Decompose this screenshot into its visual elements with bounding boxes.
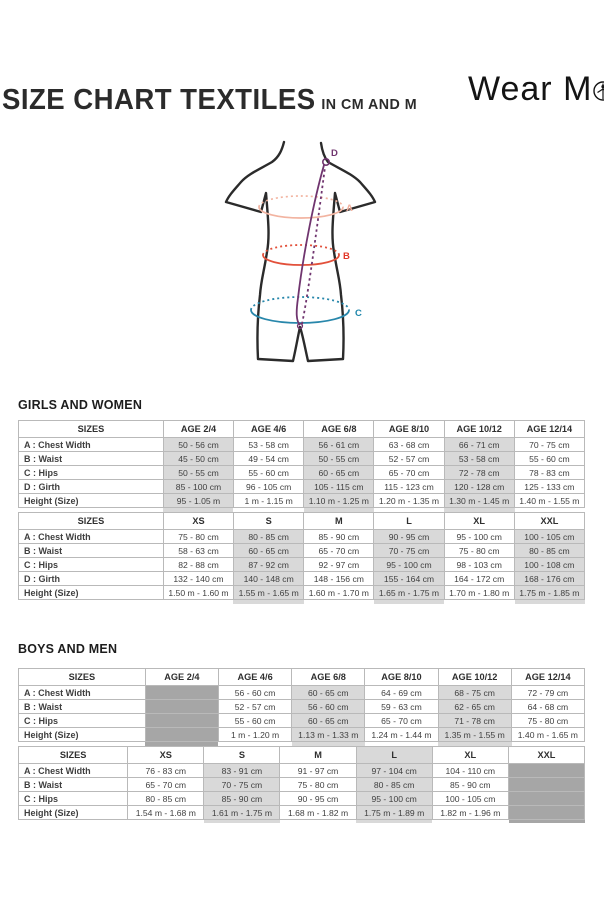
column-header: XS: [128, 747, 204, 764]
size-value-cell: 64 - 69 cm: [365, 686, 438, 700]
column-header: AGE 4/6: [234, 421, 304, 438]
size-value-cell: 59 - 63 cm: [365, 700, 438, 714]
size-table: [18, 420, 585, 508]
section-heading-girls-and-women: GIRLS AND WOMEN: [18, 398, 143, 412]
size-value-cell: 52 - 57 cm: [218, 700, 291, 714]
size-value-cell: [508, 806, 584, 820]
size-value-cell: 1.75 m - 1.89 m: [356, 806, 432, 820]
size-value-cell: 100 - 105 cm: [432, 792, 508, 806]
row-label-waist: B : Waist: [19, 544, 164, 558]
header-row: [19, 669, 585, 686]
size-value-cell: 75 - 80 cm: [444, 544, 514, 558]
table-row: [19, 558, 585, 572]
size-value-cell: 85 - 100 cm: [163, 480, 233, 494]
column-header: AGE 10/12: [444, 421, 514, 438]
row-label-waist: B : Waist: [19, 700, 146, 714]
size-table-men-letters: [18, 746, 585, 820]
row-label-hips: C : Hips: [19, 466, 164, 480]
row-label-height: Height (Size): [19, 728, 146, 742]
row-label-height: Height (Size): [19, 806, 128, 820]
size-value-cell: 164 - 172 cm: [444, 572, 514, 586]
size-value-cell: 1.40 m - 1.55 m: [514, 494, 584, 508]
size-value-cell: 85 - 90 cm: [204, 792, 280, 806]
size-value-cell: 56 - 60 cm: [218, 686, 291, 700]
size-table: [18, 512, 585, 600]
column-header: L: [374, 513, 444, 530]
column-header: AGE 6/8: [304, 421, 374, 438]
size-value-cell: 1.54 m - 1.68 m: [128, 806, 204, 820]
table-row: [19, 714, 585, 728]
column-header: XS: [163, 513, 233, 530]
size-table: [18, 668, 585, 742]
table-row: [19, 438, 585, 452]
size-value-cell: 80 - 85 cm: [514, 544, 584, 558]
size-value-cell: 100 - 105 cm: [514, 530, 584, 544]
size-value-cell: 80 - 85 cm: [128, 792, 204, 806]
size-table: [18, 746, 585, 820]
row-label-height: Height (Size): [19, 586, 164, 600]
size-value-cell: 56 - 61 cm: [304, 438, 374, 452]
size-value-cell: 1.75 m - 1.85 m: [514, 586, 584, 600]
column-header: SIZES: [19, 669, 146, 686]
page-title-unit: IN CM AND M: [321, 96, 418, 113]
brand-logo-text-left: Wear M: [468, 70, 593, 108]
size-value-cell: 95 - 100 cm: [444, 530, 514, 544]
row-label-hips: C : Hips: [19, 558, 164, 572]
size-value-cell: 90 - 95 cm: [374, 530, 444, 544]
size-value-cell: 1.60 m - 1.70 m: [304, 586, 374, 600]
table-row: [19, 586, 585, 600]
size-value-cell: 1.10 m - 1.25 m: [304, 494, 374, 508]
row-label-height: Height (Size): [19, 494, 164, 508]
row-label-chest: A : Chest Width: [19, 530, 164, 544]
table-row: [19, 480, 585, 494]
size-value-cell: 64 - 68 cm: [511, 700, 584, 714]
size-value-cell: 95 - 1.05 m: [163, 494, 233, 508]
size-value-cell: 70 - 75 cm: [514, 438, 584, 452]
size-value-cell: 95 - 100 cm: [356, 792, 432, 806]
size-value-cell: 125 - 133 cm: [514, 480, 584, 494]
size-value-cell: 83 - 91 cm: [204, 764, 280, 778]
column-header: AGE 2/4: [145, 669, 218, 686]
size-value-cell: 55 - 60 cm: [234, 466, 304, 480]
size-value-cell: [508, 778, 584, 792]
size-value-cell: 82 - 88 cm: [163, 558, 233, 572]
size-value-cell: 72 - 79 cm: [511, 686, 584, 700]
hips-label: C: [355, 308, 362, 319]
size-value-cell: 62 - 65 cm: [438, 700, 511, 714]
size-value-cell: 65 - 70 cm: [365, 714, 438, 728]
size-value-cell: 132 - 140 cm: [163, 572, 233, 586]
column-header: XL: [432, 747, 508, 764]
size-value-cell: 105 - 115 cm: [304, 480, 374, 494]
section-heading-boys-and-men: BOYS AND MEN: [18, 642, 118, 656]
size-value-cell: 50 - 55 cm: [304, 452, 374, 466]
size-value-cell: 1 m - 1.20 m: [218, 728, 291, 742]
girth-label: D: [331, 148, 338, 159]
size-value-cell: 155 - 164 cm: [374, 572, 444, 586]
row-label-girth: D : Girth: [19, 480, 164, 494]
size-value-cell: 1.24 m - 1.44 m: [365, 728, 438, 742]
row-label-girth: D : Girth: [19, 572, 164, 586]
column-header: XXL: [508, 747, 584, 764]
column-header: SIZES: [19, 513, 164, 530]
page-title: [2, 84, 417, 117]
size-value-cell: 53 - 58 cm: [234, 438, 304, 452]
size-value-cell: 75 - 80 cm: [280, 778, 356, 792]
row-label-chest: A : Chest Width: [19, 764, 128, 778]
column-header: AGE 6/8: [292, 669, 365, 686]
waist-measure-ellipse: [263, 245, 339, 265]
size-value-cell: 1.30 m - 1.45 m: [444, 494, 514, 508]
size-value-cell: 104 - 110 cm: [432, 764, 508, 778]
table-row: [19, 452, 585, 466]
column-header: XL: [444, 513, 514, 530]
size-value-cell: [145, 700, 218, 714]
column-header: SIZES: [19, 421, 164, 438]
page-title-main: SIZE CHART TEXTILES: [2, 84, 316, 116]
size-value-cell: 58 - 63 cm: [163, 544, 233, 558]
size-value-cell: 76 - 83 cm: [128, 764, 204, 778]
size-value-cell: 1.65 m - 1.75 m: [374, 586, 444, 600]
dancer-in-circle-icon: [592, 72, 604, 111]
header-row: [19, 747, 585, 764]
size-value-cell: 1.35 m - 1.55 m: [438, 728, 511, 742]
size-value-cell: 115 - 123 cm: [374, 480, 444, 494]
chest-label: A: [346, 203, 353, 214]
size-value-cell: 49 - 54 cm: [234, 452, 304, 466]
header-row: [19, 513, 585, 530]
column-header: AGE 12/14: [514, 421, 584, 438]
size-value-cell: 65 - 70 cm: [304, 544, 374, 558]
size-value-cell: 100 - 108 cm: [514, 558, 584, 572]
row-label-chest: A : Chest Width: [19, 686, 146, 700]
size-value-cell: 1.13 m - 1.33 m: [292, 728, 365, 742]
size-value-cell: 85 - 90 cm: [304, 530, 374, 544]
size-value-cell: 78 - 83 cm: [514, 466, 584, 480]
size-value-cell: 1 m - 1.15 m: [234, 494, 304, 508]
size-value-cell: 63 - 68 cm: [374, 438, 444, 452]
table-row: [19, 686, 585, 700]
size-value-cell: 55 - 60 cm: [514, 452, 584, 466]
size-value-cell: 168 - 176 cm: [514, 572, 584, 586]
size-value-cell: 75 - 80 cm: [163, 530, 233, 544]
size-value-cell: 68 - 75 cm: [438, 686, 511, 700]
size-value-cell: 60 - 65 cm: [304, 466, 374, 480]
size-value-cell: [508, 792, 584, 806]
row-label-chest: A : Chest Width: [19, 438, 164, 452]
size-value-cell: 56 - 60 cm: [292, 700, 365, 714]
size-value-cell: 52 - 57 cm: [374, 452, 444, 466]
column-header: AGE 8/10: [374, 421, 444, 438]
size-value-cell: [145, 714, 218, 728]
column-header: XXL: [514, 513, 584, 530]
table-row: [19, 764, 585, 778]
size-value-cell: 1.40 m - 1.65 m: [511, 728, 584, 742]
size-value-cell: 53 - 58 cm: [444, 452, 514, 466]
row-label-waist: B : Waist: [19, 778, 128, 792]
waist-label: B: [343, 251, 350, 262]
table-row: [19, 544, 585, 558]
size-value-cell: 148 - 156 cm: [304, 572, 374, 586]
size-value-cell: 45 - 50 cm: [163, 452, 233, 466]
size-value-cell: 91 - 97 cm: [280, 764, 356, 778]
row-label-waist: B : Waist: [19, 452, 164, 466]
size-table-boys-ages: [18, 668, 585, 742]
size-value-cell: 1.68 m - 1.82 m: [280, 806, 356, 820]
size-value-cell: 85 - 90 cm: [432, 778, 508, 792]
size-value-cell: 65 - 70 cm: [374, 466, 444, 480]
size-value-cell: 50 - 55 cm: [163, 466, 233, 480]
brand-logo: [468, 70, 604, 111]
size-value-cell: 87 - 92 cm: [234, 558, 304, 572]
column-header: L: [356, 747, 432, 764]
table-row: [19, 806, 585, 820]
column-header: AGE 2/4: [163, 421, 233, 438]
size-value-cell: 55 - 60 cm: [218, 714, 291, 728]
size-value-cell: 140 - 148 cm: [234, 572, 304, 586]
size-value-cell: 72 - 78 cm: [444, 466, 514, 480]
size-value-cell: 95 - 100 cm: [374, 558, 444, 572]
header-row: [19, 421, 585, 438]
table-row: [19, 728, 585, 742]
size-value-cell: 71 - 78 cm: [438, 714, 511, 728]
table-row: [19, 494, 585, 508]
size-table-women-letters: [18, 512, 585, 600]
column-header: AGE 12/14: [511, 669, 584, 686]
size-value-cell: 90 - 95 cm: [280, 792, 356, 806]
size-value-cell: 75 - 80 cm: [511, 714, 584, 728]
girth-measure-line: [297, 159, 330, 329]
row-label-hips: C : Hips: [19, 792, 128, 806]
size-value-cell: 60 - 65 cm: [292, 686, 365, 700]
column-header: AGE 8/10: [365, 669, 438, 686]
measurement-mannequin-diagram: [200, 140, 400, 380]
table-row: [19, 572, 585, 586]
hips-measure-ellipse: [251, 297, 349, 323]
column-header: S: [204, 747, 280, 764]
row-label-hips: C : Hips: [19, 714, 146, 728]
size-value-cell: 1.70 m - 1.80 m: [444, 586, 514, 600]
column-header: M: [280, 747, 356, 764]
size-value-cell: [145, 686, 218, 700]
size-value-cell: 66 - 71 cm: [444, 438, 514, 452]
table-row: [19, 700, 585, 714]
table-row: [19, 466, 585, 480]
size-value-cell: 97 - 104 cm: [356, 764, 432, 778]
size-value-cell: 80 - 85 cm: [234, 530, 304, 544]
size-value-cell: 1.55 m - 1.65 m: [234, 586, 304, 600]
size-value-cell: 1.61 m - 1.75 m: [204, 806, 280, 820]
size-value-cell: 60 - 65 cm: [292, 714, 365, 728]
table-row: [19, 792, 585, 806]
column-header: S: [234, 513, 304, 530]
size-value-cell: [508, 764, 584, 778]
size-value-cell: 96 - 105 cm: [234, 480, 304, 494]
size-value-cell: 80 - 85 cm: [356, 778, 432, 792]
size-value-cell: 60 - 65 cm: [234, 544, 304, 558]
size-value-cell: 70 - 75 cm: [374, 544, 444, 558]
size-value-cell: 70 - 75 cm: [204, 778, 280, 792]
size-value-cell: 98 - 103 cm: [444, 558, 514, 572]
size-value-cell: 92 - 97 cm: [304, 558, 374, 572]
column-header: SIZES: [19, 747, 128, 764]
column-header: M: [304, 513, 374, 530]
chest-measure-ellipse: [259, 196, 343, 218]
size-value-cell: 120 - 128 cm: [444, 480, 514, 494]
table-row: [19, 530, 585, 544]
size-value-cell: [145, 728, 218, 742]
column-header: AGE 10/12: [438, 669, 511, 686]
size-table-girls-ages: [18, 420, 585, 508]
size-value-cell: 1.50 m - 1.60 m: [163, 586, 233, 600]
table-row: [19, 778, 585, 792]
size-value-cell: 50 - 56 cm: [163, 438, 233, 452]
size-value-cell: 1.82 m - 1.96 m: [432, 806, 508, 820]
size-value-cell: 65 - 70 cm: [128, 778, 204, 792]
column-header: AGE 4/6: [218, 669, 291, 686]
size-value-cell: 1.20 m - 1.35 m: [374, 494, 444, 508]
